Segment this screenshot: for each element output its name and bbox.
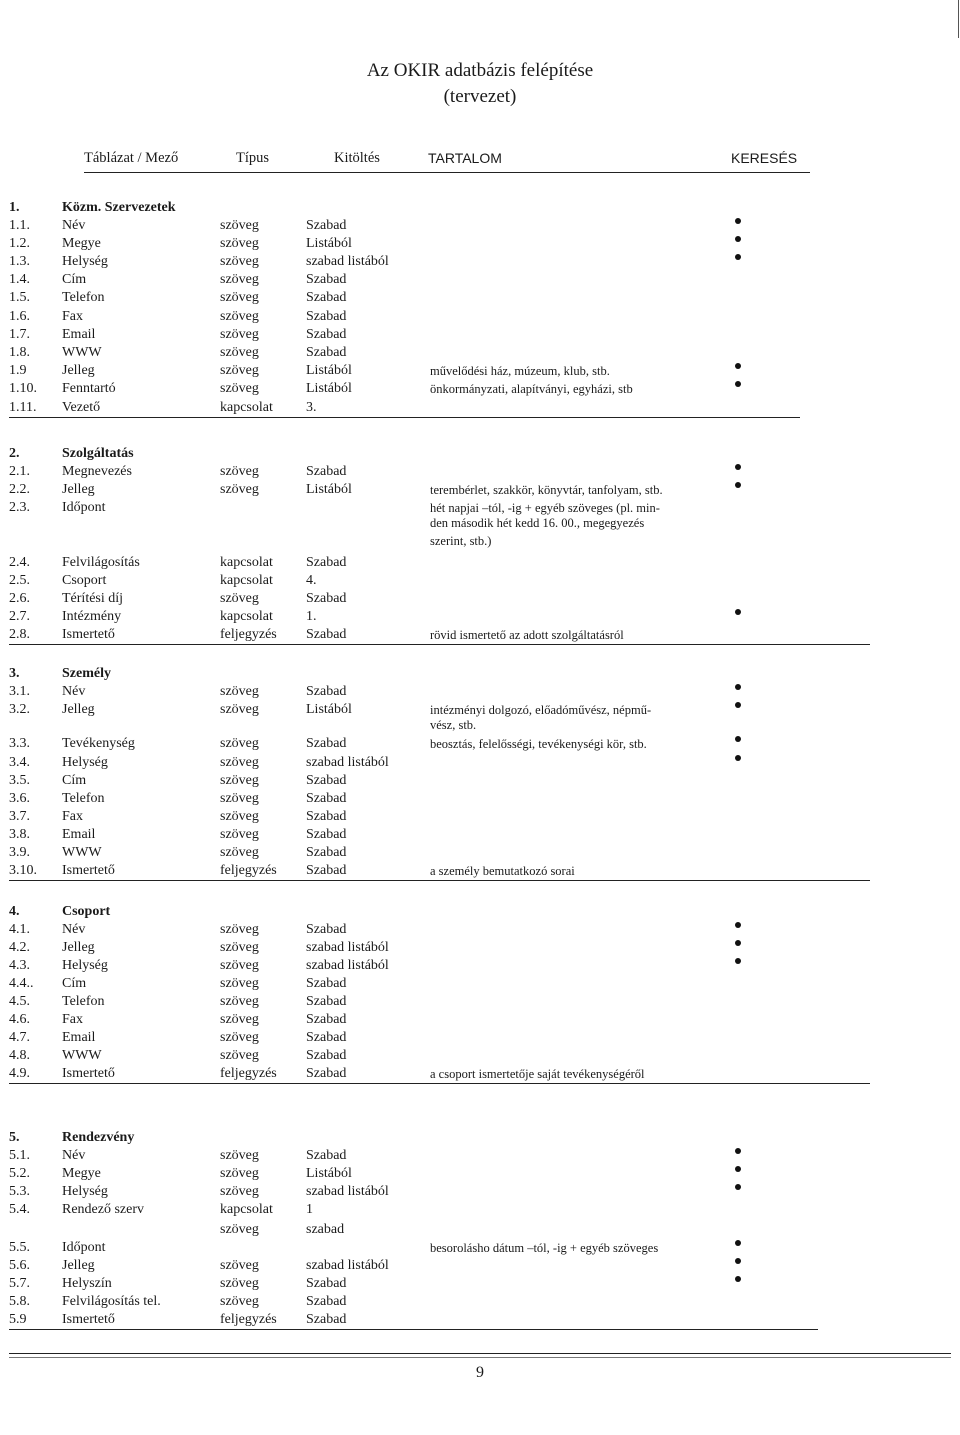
field-content: a személy bemutatkozó sorai bbox=[430, 864, 575, 878]
field-fill: Listából bbox=[306, 1166, 352, 1181]
search-bullet-icon bbox=[735, 1166, 741, 1172]
field-name: WWW bbox=[62, 345, 102, 360]
field-fill: Szabad bbox=[306, 684, 347, 699]
row-number: 2.6. bbox=[9, 591, 30, 606]
table-row bbox=[0, 1148, 960, 1166]
row-number: 4.3. bbox=[9, 958, 30, 973]
row-number: 4.5. bbox=[9, 994, 30, 1009]
row-number: 1.5. bbox=[9, 290, 30, 305]
field-name: Szolgáltatás bbox=[62, 446, 134, 461]
row-number: 5. bbox=[9, 1130, 20, 1145]
search-bullet-icon bbox=[735, 1258, 741, 1264]
field-type: szöveg bbox=[220, 309, 259, 324]
search-bullet-icon bbox=[735, 940, 741, 946]
row-number: 3.3. bbox=[9, 736, 30, 751]
field-fill: Listából bbox=[306, 363, 352, 378]
field-name: Fax bbox=[62, 1012, 83, 1027]
header-search: KERESÉS bbox=[731, 150, 798, 166]
row-number: 1.7. bbox=[9, 327, 30, 342]
table-row bbox=[0, 1030, 960, 1048]
table-row bbox=[0, 236, 960, 254]
field-name: Email bbox=[62, 327, 96, 342]
table-row bbox=[0, 1066, 960, 1084]
section-heading-row bbox=[0, 666, 960, 684]
field-fill: Szabad bbox=[306, 1294, 347, 1309]
field-fill: Szabad bbox=[306, 1148, 347, 1163]
field-type: kapcsolat bbox=[220, 1202, 273, 1217]
field-type: kapcsolat bbox=[220, 555, 273, 570]
row-number: 5.8. bbox=[9, 1294, 30, 1309]
field-type: szöveg bbox=[220, 1222, 259, 1237]
table-row bbox=[0, 591, 960, 609]
field-fill: Szabad bbox=[306, 627, 347, 642]
section-rule bbox=[9, 880, 870, 881]
table-row bbox=[0, 482, 960, 500]
row-number: 3.8. bbox=[9, 827, 30, 842]
row-number: 3. bbox=[9, 666, 20, 681]
table-row bbox=[0, 1258, 960, 1276]
field-name: Időpont bbox=[62, 1240, 106, 1255]
field-name: Jelleg bbox=[62, 1258, 95, 1273]
section-rule bbox=[9, 644, 870, 645]
field-type: szöveg bbox=[220, 736, 259, 751]
row-number: 2.2. bbox=[9, 482, 30, 497]
field-type: szöveg bbox=[220, 327, 259, 342]
field-fill: 1. bbox=[306, 609, 317, 624]
search-bullet-icon bbox=[735, 609, 741, 615]
field-type: szöveg bbox=[220, 1048, 259, 1063]
field-type: szöveg bbox=[220, 1166, 259, 1181]
search-bullet-icon bbox=[735, 1148, 741, 1154]
field-fill: Szabad bbox=[306, 1066, 347, 1081]
table-row bbox=[0, 1012, 960, 1030]
row-number: 2. bbox=[9, 446, 20, 461]
field-fill: Szabad bbox=[306, 773, 347, 788]
field-type: szöveg bbox=[220, 1258, 259, 1273]
search-bullet-icon bbox=[735, 922, 741, 928]
field-fill: Szabad bbox=[306, 994, 347, 1009]
footer-rule-thin bbox=[9, 1357, 951, 1358]
table-row bbox=[0, 609, 960, 627]
table-row bbox=[0, 922, 960, 940]
field-content: intézményi dolgozó, előadóművész, népmű- bbox=[430, 703, 652, 717]
field-fill: Szabad bbox=[306, 345, 347, 360]
table-row bbox=[0, 845, 960, 863]
field-name: Jelleg bbox=[62, 940, 95, 955]
field-name: Helység bbox=[62, 958, 108, 973]
field-name: Térítési díj bbox=[62, 591, 124, 606]
field-name: Helység bbox=[62, 254, 108, 269]
field-type: szöveg bbox=[220, 254, 259, 269]
field-name: Csoport bbox=[62, 904, 111, 919]
row-number: 5.7. bbox=[9, 1276, 30, 1291]
section-rule bbox=[9, 1329, 818, 1330]
field-fill: Szabad bbox=[306, 591, 347, 606]
field-type: szöveg bbox=[220, 1148, 259, 1163]
row-number: 1.10. bbox=[9, 381, 37, 396]
field-name: Név bbox=[62, 218, 86, 233]
table-row bbox=[0, 1240, 960, 1258]
field-fill: Szabad bbox=[306, 845, 347, 860]
field-name: Intézmény bbox=[62, 609, 122, 624]
field-fill: Szabad bbox=[306, 290, 347, 305]
search-bullet-icon bbox=[735, 218, 741, 224]
field-name: Felvilágosítás bbox=[62, 555, 140, 570]
field-fill: Listából bbox=[306, 236, 352, 251]
field-type: szöveg bbox=[220, 345, 259, 360]
field-fill: szabad listából bbox=[306, 755, 389, 770]
field-type: szöveg bbox=[220, 684, 259, 699]
field-type: kapcsolat bbox=[220, 609, 273, 624]
field-type: feljegyzés bbox=[220, 627, 277, 642]
row-number: 4.2. bbox=[9, 940, 30, 955]
search-bullet-icon bbox=[735, 755, 741, 761]
header-rule bbox=[84, 172, 810, 173]
field-name: WWW bbox=[62, 1048, 102, 1063]
table-row bbox=[0, 627, 960, 645]
row-number: 4.8. bbox=[9, 1048, 30, 1063]
field-name: Személy bbox=[62, 666, 111, 681]
table-row bbox=[0, 791, 960, 809]
row-number: 3.6. bbox=[9, 791, 30, 806]
field-name: Felvilágosítás tel. bbox=[62, 1294, 161, 1309]
section-heading-row bbox=[0, 904, 960, 922]
field-fill: Listából bbox=[306, 702, 352, 717]
field-name: Megye bbox=[62, 236, 101, 251]
row-number: 5.1. bbox=[9, 1148, 30, 1163]
field-fill: Szabad bbox=[306, 218, 347, 233]
table-row bbox=[0, 827, 960, 845]
field-name: Tevékenység bbox=[62, 736, 135, 751]
field-name: Fenntartó bbox=[62, 381, 116, 396]
row-number: 1. bbox=[9, 200, 20, 215]
page-subtitle: (tervezet) bbox=[443, 86, 517, 107]
field-type: szöveg bbox=[220, 1030, 259, 1045]
field-name: Ismertető bbox=[62, 863, 115, 878]
field-fill: Szabad bbox=[306, 555, 347, 570]
field-name: Ismertető bbox=[62, 1312, 115, 1327]
field-name: Helység bbox=[62, 755, 108, 770]
section-heading-row bbox=[0, 200, 960, 218]
table-row bbox=[0, 773, 960, 791]
table-row bbox=[0, 1202, 960, 1220]
row-number: 3.1. bbox=[9, 684, 30, 699]
search-bullet-icon bbox=[735, 1184, 741, 1190]
field-type: szöveg bbox=[220, 773, 259, 788]
table-row bbox=[0, 1184, 960, 1202]
field-type: kapcsolat bbox=[220, 573, 273, 588]
table-row bbox=[0, 994, 960, 1012]
field-fill: szabad listából bbox=[306, 1258, 389, 1273]
row-number: 4.7. bbox=[9, 1030, 30, 1045]
field-fill: szabad bbox=[306, 1222, 345, 1237]
table-row bbox=[0, 1294, 960, 1312]
row-number: 4.4.. bbox=[9, 976, 34, 991]
row-number: 5.4. bbox=[9, 1202, 30, 1217]
field-name: Név bbox=[62, 684, 86, 699]
table-row bbox=[0, 1276, 960, 1294]
field-name: Cím bbox=[62, 976, 87, 991]
field-type: szöveg bbox=[220, 218, 259, 233]
field-fill: Szabad bbox=[306, 1030, 347, 1045]
table-row bbox=[0, 573, 960, 591]
field-type: szöveg bbox=[220, 363, 259, 378]
search-bullet-icon bbox=[735, 482, 741, 488]
section-heading-row bbox=[0, 1130, 960, 1148]
table-row bbox=[0, 958, 960, 976]
table-row bbox=[0, 327, 960, 345]
field-content: hét napjai –tól, -ig + egyéb szöveges (pl. min- bbox=[430, 501, 660, 515]
field-fill: Szabad bbox=[306, 791, 347, 806]
field-type: szöveg bbox=[220, 236, 259, 251]
field-fill: Szabad bbox=[306, 976, 347, 991]
header-fill: Kitöltés bbox=[334, 150, 380, 166]
field-type: szöveg bbox=[220, 827, 259, 842]
field-name: Jelleg bbox=[62, 482, 95, 497]
field-type: feljegyzés bbox=[220, 863, 277, 878]
search-bullet-icon bbox=[735, 702, 741, 708]
search-bullet-icon bbox=[735, 464, 741, 470]
row-number: 4. bbox=[9, 904, 20, 919]
table-row bbox=[0, 464, 960, 482]
field-name: Rendezvény bbox=[62, 1130, 135, 1145]
table-row bbox=[0, 736, 960, 754]
table-row bbox=[0, 940, 960, 958]
header-field: Táblázat / Mező bbox=[84, 150, 179, 166]
field-name: Név bbox=[62, 922, 86, 937]
table-row bbox=[0, 363, 960, 381]
table-row bbox=[0, 345, 960, 363]
field-type: szöveg bbox=[220, 702, 259, 717]
field-type: szöveg bbox=[220, 1012, 259, 1027]
search-bullet-icon bbox=[735, 958, 741, 964]
search-bullet-icon bbox=[735, 254, 741, 260]
field-fill: Szabad bbox=[306, 736, 347, 751]
row-number: 1.1. bbox=[9, 218, 30, 233]
search-bullet-icon bbox=[735, 236, 741, 242]
field-type: szöveg bbox=[220, 482, 259, 497]
table-row bbox=[0, 218, 960, 236]
field-type: szöveg bbox=[220, 381, 259, 396]
search-bullet-icon bbox=[735, 684, 741, 690]
field-fill: Szabad bbox=[306, 1012, 347, 1027]
field-name: Megnevezés bbox=[62, 464, 132, 479]
header-type: Típus bbox=[236, 150, 270, 166]
field-name: Cím bbox=[62, 272, 87, 287]
table-row bbox=[0, 272, 960, 290]
field-name: Helység bbox=[62, 1184, 108, 1199]
table-row bbox=[0, 809, 960, 827]
field-fill: Listából bbox=[306, 482, 352, 497]
field-name: Csoport bbox=[62, 573, 107, 588]
row-number: 5.6. bbox=[9, 1258, 30, 1273]
field-fill: Szabad bbox=[306, 1312, 347, 1327]
field-type: szöveg bbox=[220, 922, 259, 937]
table-row bbox=[0, 702, 960, 720]
field-fill: 3. bbox=[306, 400, 317, 415]
field-content: művelődési ház, múzeum, klub, stb. bbox=[430, 364, 610, 378]
row-number: 1.6. bbox=[9, 309, 30, 324]
note-3-2-cont: vész, stb. bbox=[430, 718, 477, 732]
field-type: szöveg bbox=[220, 1184, 259, 1199]
row-number: 1.4. bbox=[9, 272, 30, 287]
field-name: Email bbox=[62, 827, 96, 842]
row-number: 2.5. bbox=[9, 573, 30, 588]
row-number: 5.3. bbox=[9, 1184, 30, 1199]
field-fill: Szabad bbox=[306, 327, 347, 342]
field-content: a csoport ismertetője saját tevékenységéről bbox=[430, 1067, 645, 1081]
row-number: 2.7. bbox=[9, 609, 30, 624]
row-number: 3.2. bbox=[9, 702, 30, 717]
field-content: beosztás, felelősségi, tevékenységi kör, stb. bbox=[430, 737, 647, 751]
row-number: 1.8. bbox=[9, 345, 30, 360]
table-row bbox=[0, 684, 960, 702]
footer-rule bbox=[9, 1353, 951, 1354]
search-bullet-icon bbox=[735, 1276, 741, 1282]
page-title: Az OKIR adatbázis felépítése bbox=[366, 60, 594, 81]
field-name: Ismertető bbox=[62, 627, 115, 642]
table-row bbox=[0, 290, 960, 308]
field-content: önkormányzati, alapítványi, egyházi, stb bbox=[430, 382, 633, 396]
field-type: szöveg bbox=[220, 958, 259, 973]
row-number: 4.1. bbox=[9, 922, 30, 937]
row-number: 2.3. bbox=[9, 500, 30, 515]
field-name: Név bbox=[62, 1148, 86, 1163]
field-fill: Szabad bbox=[306, 1276, 347, 1291]
section-rule bbox=[9, 1083, 870, 1084]
field-name: Ismertető bbox=[62, 1066, 115, 1081]
row-number: 3.7. bbox=[9, 809, 30, 824]
row-number: 2.8. bbox=[9, 627, 30, 642]
field-fill: szabad listából bbox=[306, 958, 389, 973]
field-content: terembérlet, szakkör, könyvtár, tanfolyam, stb. bbox=[430, 483, 663, 497]
field-name: Cím bbox=[62, 773, 87, 788]
row-number: 1.9 bbox=[9, 363, 27, 378]
field-type: szöveg bbox=[220, 272, 259, 287]
row-number: 5.9 bbox=[9, 1312, 27, 1327]
header-content: TARTALOM bbox=[428, 150, 502, 166]
table-row bbox=[0, 1312, 960, 1330]
search-bullet-icon bbox=[735, 363, 741, 369]
field-type: feljegyzés bbox=[220, 1312, 277, 1327]
page-number: 9 bbox=[476, 1364, 484, 1381]
row-number: 5.2. bbox=[9, 1166, 30, 1181]
field-fill: Szabad bbox=[306, 922, 347, 937]
table-row bbox=[0, 863, 960, 881]
section-rule bbox=[9, 417, 800, 418]
table-row bbox=[0, 309, 960, 327]
field-content: besorolásho dátum –tól, -ig + egyéb szöveges bbox=[430, 1241, 659, 1255]
row-number: 3.4. bbox=[9, 755, 30, 770]
field-name: Fax bbox=[62, 309, 83, 324]
row-number: 3.5. bbox=[9, 773, 30, 788]
field-type: szöveg bbox=[220, 290, 259, 305]
field-type: szöveg bbox=[220, 994, 259, 1009]
field-name: Helyszín bbox=[62, 1276, 112, 1291]
row-number: 1.3. bbox=[9, 254, 30, 269]
field-name: Vezető bbox=[62, 400, 101, 415]
search-bullet-icon bbox=[735, 381, 741, 387]
search-bullet-icon bbox=[735, 1240, 741, 1246]
field-type: szöveg bbox=[220, 755, 259, 770]
table-row bbox=[0, 1166, 960, 1184]
field-name: Fax bbox=[62, 809, 83, 824]
section-heading-row bbox=[0, 446, 960, 464]
field-fill: Listából bbox=[306, 381, 352, 396]
table-row bbox=[0, 381, 960, 399]
field-name: Jelleg bbox=[62, 363, 95, 378]
edge-mark bbox=[958, 0, 959, 38]
field-fill: 4. bbox=[306, 573, 317, 588]
table-row bbox=[0, 1048, 960, 1066]
row-number: 3.10. bbox=[9, 863, 37, 878]
field-fill: Szabad bbox=[306, 827, 347, 842]
field-type: szöveg bbox=[220, 976, 259, 991]
field-fill: Szabad bbox=[306, 863, 347, 878]
table-row bbox=[0, 555, 960, 573]
note-2-3-cont-1: den második hét kedd 16. 00., megegyezés bbox=[430, 516, 645, 530]
field-name: Közm. Szervezetek bbox=[62, 200, 176, 215]
row-number: 5.5. bbox=[9, 1240, 30, 1255]
field-name: Megye bbox=[62, 1166, 101, 1181]
field-type: szöveg bbox=[220, 791, 259, 806]
row-number: 2.4. bbox=[9, 555, 30, 570]
field-type: szöveg bbox=[220, 1294, 259, 1309]
row-number: 4.6. bbox=[9, 1012, 30, 1027]
field-type: szöveg bbox=[220, 845, 259, 860]
field-type: szöveg bbox=[220, 591, 259, 606]
row-number: 1.11. bbox=[9, 400, 37, 415]
field-type: szöveg bbox=[220, 1276, 259, 1291]
row-number: 3.9. bbox=[9, 845, 30, 860]
field-fill: Szabad bbox=[306, 272, 347, 287]
field-name: Email bbox=[62, 1030, 96, 1045]
field-name: Telefon bbox=[62, 994, 105, 1009]
table-row bbox=[0, 1222, 960, 1240]
field-name: Telefon bbox=[62, 290, 105, 305]
field-content: rövid ismertető az adott szolgáltatásról bbox=[430, 628, 624, 642]
row-number: 2.1. bbox=[9, 464, 30, 479]
table-row bbox=[0, 755, 960, 773]
field-name: WWW bbox=[62, 845, 102, 860]
field-fill: Szabad bbox=[306, 464, 347, 479]
field-fill: szabad listából bbox=[306, 940, 389, 955]
field-fill: Szabad bbox=[306, 1048, 347, 1063]
field-fill: szabad listából bbox=[306, 254, 389, 269]
field-name: Időpont bbox=[62, 500, 106, 515]
row-number: 4.9. bbox=[9, 1066, 30, 1081]
field-type: szöveg bbox=[220, 940, 259, 955]
field-type: szöveg bbox=[220, 464, 259, 479]
field-fill: Szabad bbox=[306, 309, 347, 324]
field-type: szöveg bbox=[220, 809, 259, 824]
field-type: feljegyzés bbox=[220, 1066, 277, 1081]
field-fill: Szabad bbox=[306, 809, 347, 824]
table-row bbox=[0, 254, 960, 272]
field-name: Telefon bbox=[62, 791, 105, 806]
field-name: Rendező szerv bbox=[62, 1202, 145, 1217]
table-row bbox=[0, 976, 960, 994]
field-type: kapcsolat bbox=[220, 400, 273, 415]
field-fill: 1 bbox=[306, 1202, 313, 1217]
row-number: 1.2. bbox=[9, 236, 30, 251]
note-2-3-cont-2: szerint, stb.) bbox=[430, 534, 492, 548]
field-fill: szabad listából bbox=[306, 1184, 389, 1199]
table-row bbox=[0, 400, 960, 418]
field-name: Jelleg bbox=[62, 702, 95, 717]
search-bullet-icon bbox=[735, 736, 741, 742]
